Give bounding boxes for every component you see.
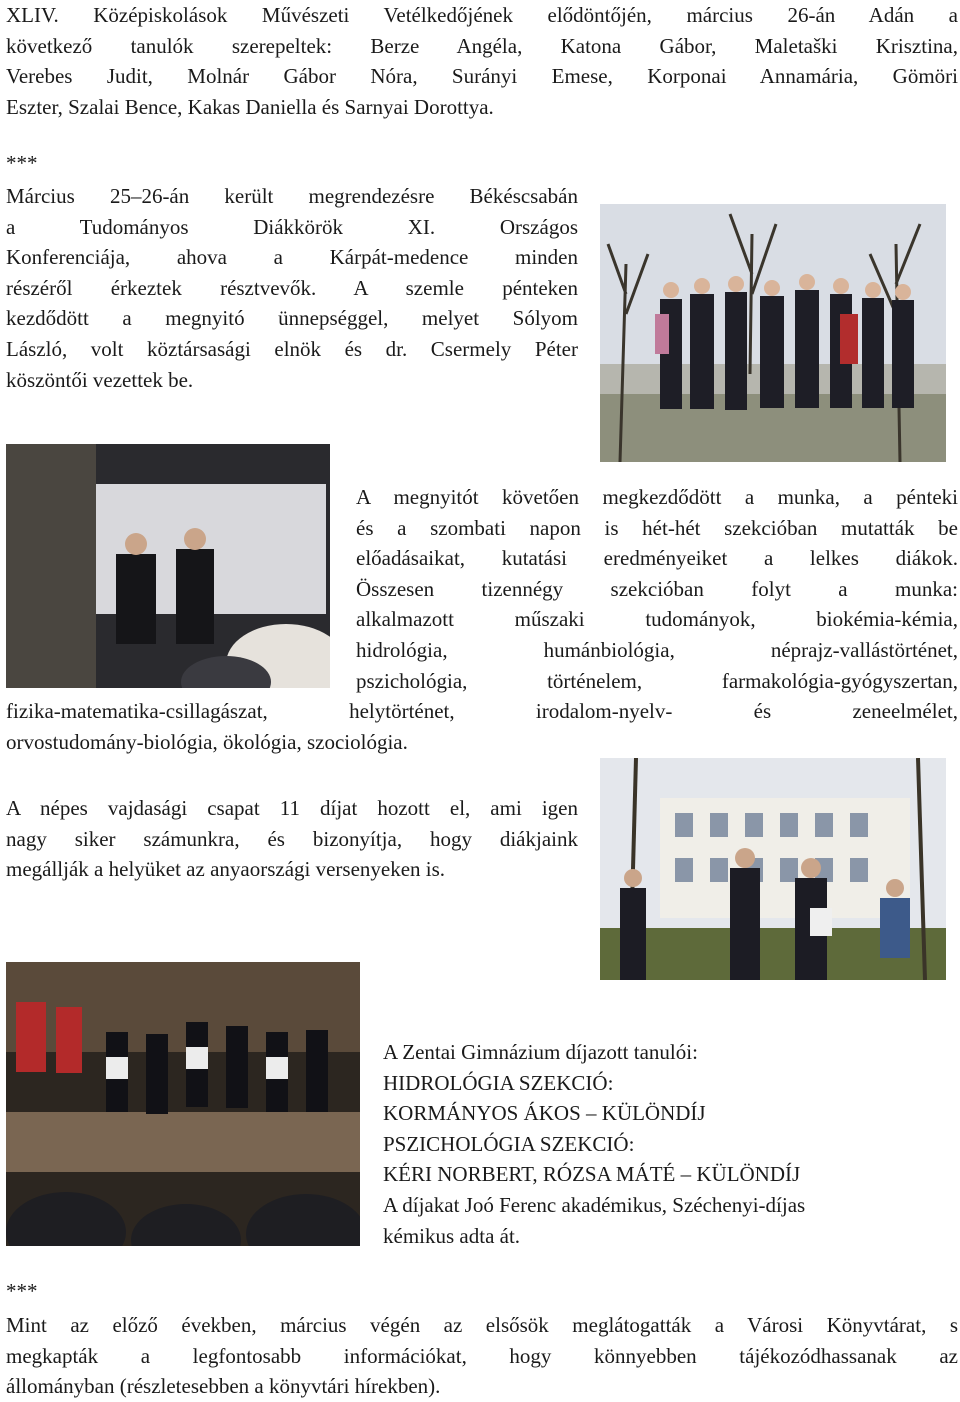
text-line: köszöntői vezettek be. [6,367,194,392]
section-separator: *** [6,151,38,175]
text-line: Eszter, Szalai Bence, Kakas Daniella és Sarnyai Dorottya. [6,94,494,119]
text-line: előadásaikat, kutatási eredményeiket a lelkes diákok. [356,546,958,571]
text-line: pszichológia, történelem, farmakológia-gyógyszertan, [356,668,958,693]
photo-group-outdoor [600,204,946,462]
text-line: állományban (részletesebben a könyvtári hírekben). [6,1374,441,1399]
paragraph-team-awards [6,793,578,885]
text-line: következő tanulók szerepeltek: Berze Angéla, Katona Gábor, Maletaški Krisztina, [6,33,958,58]
awards-heading: A Zentai Gimnázium díjazott tanulói: [383,1040,698,1064]
text-line: alkalmazott műszaki tudományok, biokémia-kémia, [356,607,958,632]
award-section: HIDROLÓGIA SZEKCIÓ: [383,1070,614,1095]
award-section: PSZICHOLÓGIA SZEKCIÓ: [383,1131,635,1156]
paragraph-sections-continued [6,696,958,757]
text-line: XLIV. Középiskolások Művészeti Vetélkedőjének elődöntőjén, március 26-án Adán a [6,3,958,27]
paragraph-conference [6,181,578,395]
text-line: orvostudomány-biológia, ökológia, szociológia. [6,729,408,754]
paragraph-library [6,1310,958,1402]
award-winner: KORMÁNYOS ÁKOS – KÜLÖNDÍJ [383,1101,706,1126]
text-line: Mint az előző években, március végén az elsősök meglátogatták a Városi Könyvtárat, s [6,1313,958,1337]
award-presenter: kémikus adta át. [383,1223,521,1248]
awards-list [383,1037,943,1251]
paragraph-sections [356,482,958,696]
text-line: Verebes Judit, Molnár Gábor Nóra, Surányi Emese, Korponai Annamária, Gömöri [6,64,958,89]
text-line: a Tudományos Diákkörök XI. Országos [6,214,578,239]
text-line: Összesen tizennégy szekcióban folyt a munka: [356,576,958,601]
text-line: Konferenciája, ahova a Kárpát-medence minden [6,245,578,270]
photo-students-building [600,758,946,980]
text-line: fizika-matematika-csillagászat, helytörténet, irodalom-nyelv- és zeneelmélet, [6,699,958,723]
text-line: részéről érkeztek résztvevők. A szemle pénteken [6,275,578,300]
text-line: hidrológia, humánbiológia, néprajz-vallástörténet, [356,637,958,662]
text-line: Március 25–26-án került megrendezésre Békéscsabán [6,184,578,208]
text-line: A megnyitót követően megkezdődött a munka, a pénteki [356,485,958,509]
text-line: nagy siker számunkra, és bizonyítja, hogy diákjaink [6,826,578,851]
award-winner: KÉRI NORBERT, RÓZSA MÁTÉ – KÜLÖNDÍJ [383,1162,801,1187]
paragraph-festival [6,0,958,122]
text-line: megállják a helyüket az anyaországi versenyeken is. [6,857,446,882]
text-line: A népes vajdasági csapat 11 díjat hozott el, ami igen [6,796,578,820]
text-line: László, volt köztársasági elnök és dr. Csermely Péter [6,336,578,361]
text-line: és a szombati napon is hét-hét szekcióban mutatták be [356,515,958,540]
photo-folk-dance [6,962,360,1246]
text-line: megkapták a legfontosabb információkat, hogy könnyebben tájékozódhassanak az [6,1343,958,1368]
photo-presentation [6,444,330,688]
text-line: kezdődött a megnyitó ünnepséggel, melyet Sólyom [6,306,578,331]
section-separator: *** [6,1279,38,1303]
award-presenter: A díjakat Joó Ferenc akadémikus, Széchenyi-díjas [383,1192,806,1217]
